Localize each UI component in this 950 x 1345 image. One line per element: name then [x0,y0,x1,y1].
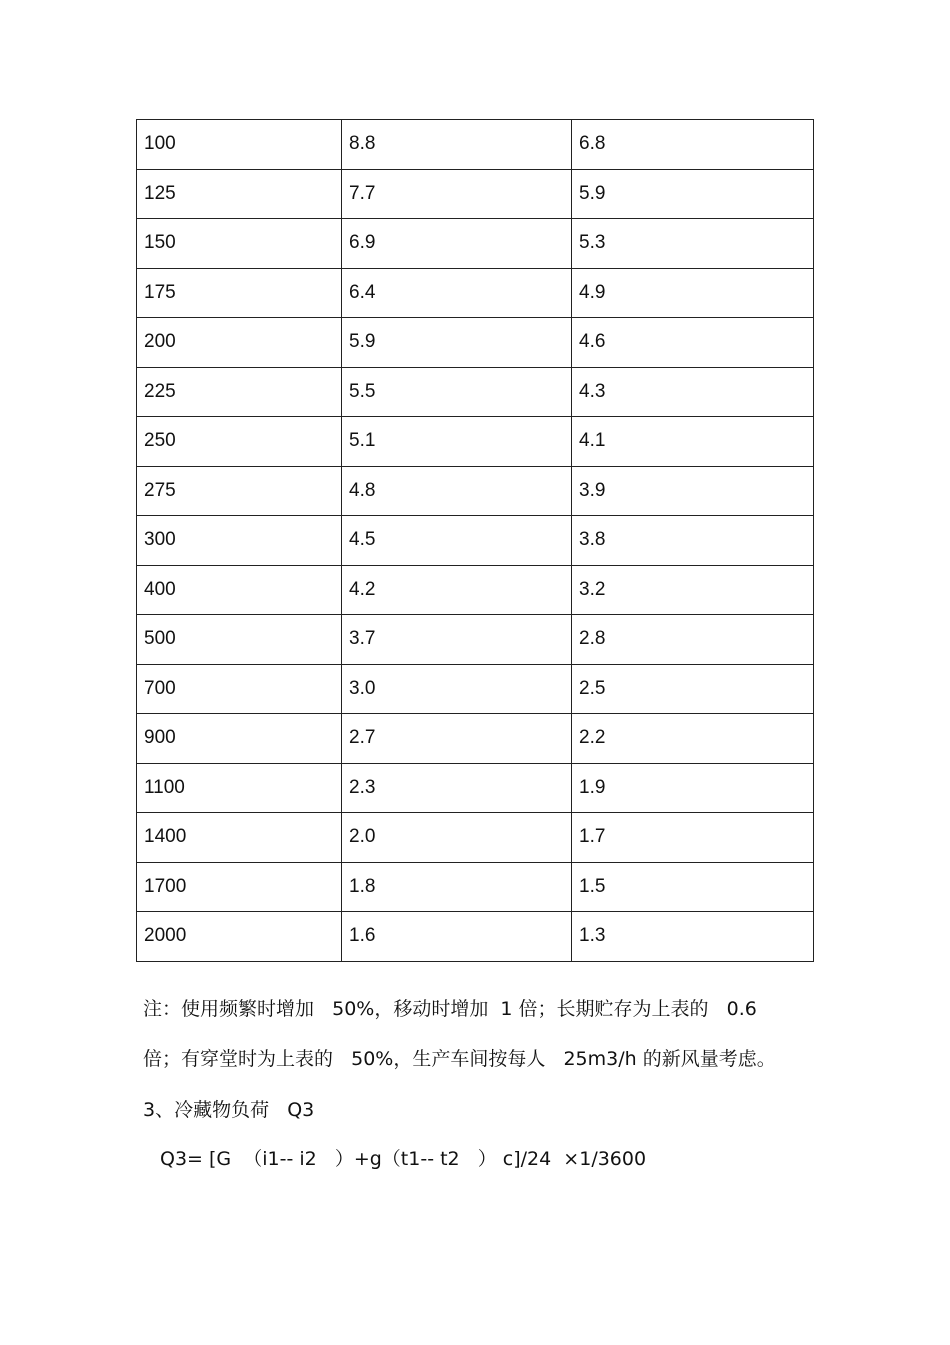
table-row [137,120,814,170]
table-cell: 125 [137,169,342,219]
table-cell: 6.4 [342,268,572,318]
table-row [137,169,814,219]
table-cell: 2.0 [342,813,572,863]
table-cell: 225 [137,367,342,417]
note-line-1: 注：使用频繁时增加 50%，移动时增加 1 倍；长期贮存为上表的 0.6 [143,998,757,1020]
table-row [137,912,814,962]
table-row [137,417,814,467]
table-cell: 2.3 [342,763,572,813]
table-row [137,813,814,863]
table-cell: 900 [137,714,342,764]
table-row [137,664,814,714]
table-cell: 500 [137,615,342,665]
table-cell: 5.1 [342,417,572,467]
table-cell: 250 [137,417,342,467]
table-cell: 3.9 [572,466,814,516]
table-row [137,615,814,665]
table-row [137,862,814,912]
table-cell: 3.2 [572,565,814,615]
table-cell: 5.9 [342,318,572,368]
table-row [137,516,814,566]
table-cell: 4.9 [572,268,814,318]
table-row [137,565,814,615]
table-row [137,763,814,813]
table-cell: 5.9 [572,169,814,219]
table-cell: 4.5 [342,516,572,566]
table-cell: 3.7 [342,615,572,665]
table-row [137,367,814,417]
table-cell: 1.9 [572,763,814,813]
table-cell: 300 [137,516,342,566]
formula: Q3= [G （i1-- i2 ）+g（t1-- t2 ） c]/24 ×1/3600 [160,1148,647,1170]
table-cell: 700 [137,664,342,714]
table-cell: 275 [137,466,342,516]
table-row [137,466,814,516]
table-cell: 2.8 [572,615,814,665]
table-cell: 150 [137,219,342,269]
table-cell: 4.3 [572,367,814,417]
table-cell: 1.3 [572,912,814,962]
table-cell: 2000 [137,912,342,962]
table-cell: 100 [137,120,342,170]
table-cell: 1700 [137,862,342,912]
table-row [137,268,814,318]
table-row [137,714,814,764]
table-cell: 200 [137,318,342,368]
table-cell: 4.2 [342,565,572,615]
table-cell: 1.6 [342,912,572,962]
table-cell: 2.7 [342,714,572,764]
table-cell: 400 [137,565,342,615]
table-cell: 1.7 [572,813,814,863]
table-cell: 6.8 [572,120,814,170]
table-cell: 1.5 [572,862,814,912]
table-cell: 4.6 [572,318,814,368]
data-table [136,119,814,962]
table-cell: 1100 [137,763,342,813]
table-cell: 7.7 [342,169,572,219]
table-cell: 5.3 [572,219,814,269]
table-cell: 1.8 [342,862,572,912]
table-cell: 2.5 [572,664,814,714]
table-cell: 4.8 [342,466,572,516]
table-cell: 175 [137,268,342,318]
table-cell: 4.1 [572,417,814,467]
table-cell: 1400 [137,813,342,863]
table-cell: 2.2 [572,714,814,764]
table-cell: 5.5 [342,367,572,417]
section-heading: 3、冷藏物负荷 Q3 [143,1099,315,1121]
table-cell: 8.8 [342,120,572,170]
table-body [137,120,814,962]
table-cell: 6.9 [342,219,572,269]
table-cell: 3.0 [342,664,572,714]
table-cell: 3.8 [572,516,814,566]
table-row [137,318,814,368]
note-line-2: 倍；有穿堂时为上表的 50%，生产车间按每人 25m3/h 的新风量考虑。 [143,1048,776,1070]
table-row [137,219,814,269]
